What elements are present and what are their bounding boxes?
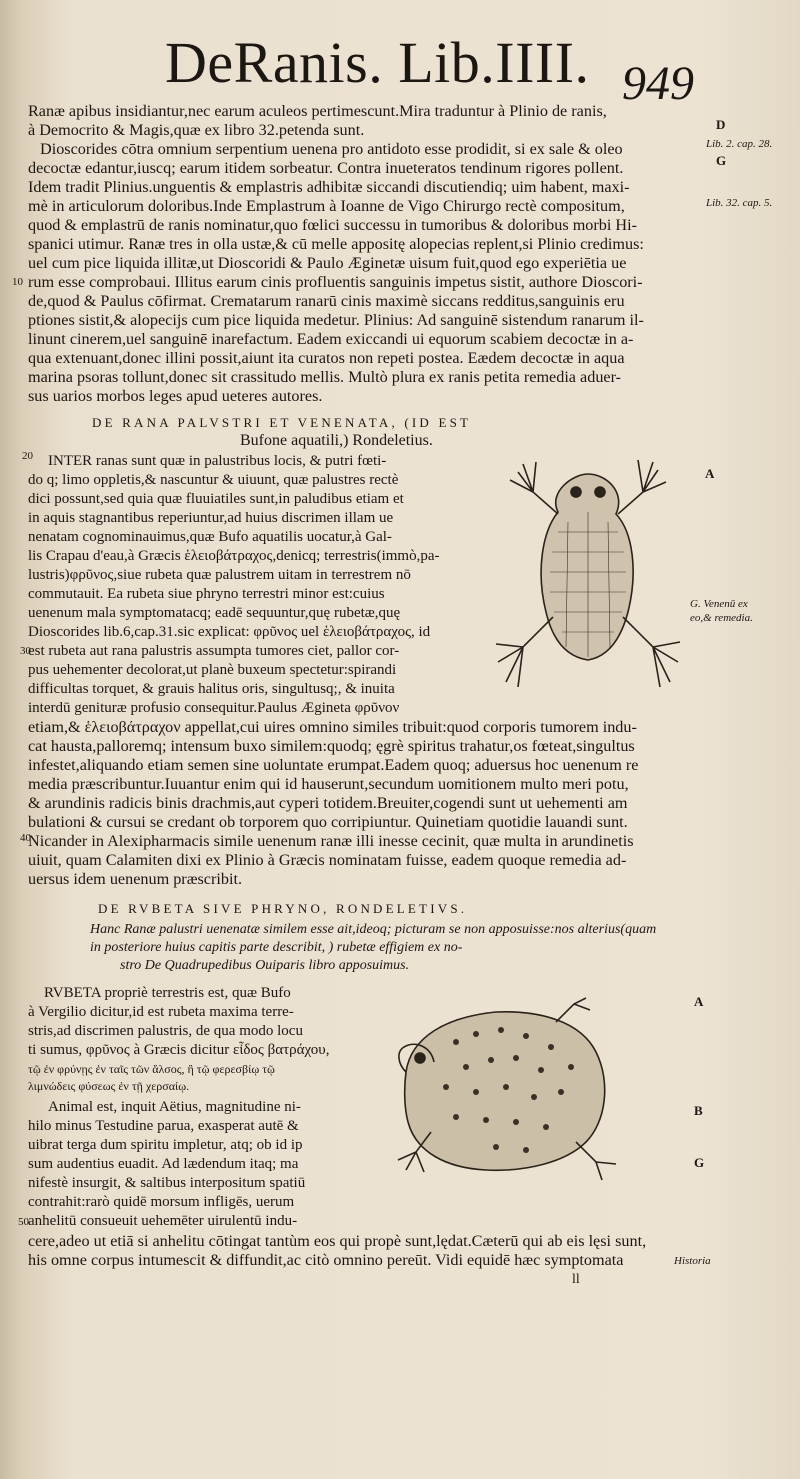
margin-letter: B	[694, 1103, 703, 1118]
text-line: Dioscorides cōtra omnium serpentium uenena pro antidoto esse prodidit, si ex sale & oleo	[40, 140, 623, 158]
text-line: pus uehementer decolorat,ut planè buxeum spectetur:spirandi	[28, 662, 397, 678]
margin-reference: Lib. 2. cap. 28.	[706, 138, 773, 150]
page-number: 949	[622, 57, 694, 110]
text-line: interdū genituræ profusio consequitur.Paulus Ægineta φρῦνον	[28, 700, 400, 716]
text-line: in aquis stagnantibus reperiuntur,ad huius discrimen illam ue	[28, 510, 394, 526]
text-line: lis Crapau d'eau,à Græcis ἑλειοβάτραχος,denicq; terrestris(immò,pa-	[28, 548, 440, 564]
text-line: quod & emplastrū de ranis nominatur,quo fœlici successu in tumoribus & doloribus morbi Hi-	[28, 216, 637, 234]
text-line: commutauit. Ea rubeta siue phryno terrestri minor est:cuius	[28, 586, 385, 602]
text-line: uiuit, quam Calamiten dixi ex Plinio à Græcis nominatam fuisse, eadem quoque remedia ad-	[28, 851, 627, 869]
text-line: sus uarios morbos leges apud ueteres autores.	[28, 387, 323, 405]
text-line: à Democrito & Magis,quæ ex libro 32.petenda sunt.	[28, 121, 365, 139]
text-line: de,quod & Paulus cōfirmat. Crematarum ranarū cinis maximè siccans redditus,sanguinis eru	[28, 292, 625, 310]
text-line: uel cum pice liquida illitæ,ut Dioscoridi & Paulo Æginetæ uisum fuit,quod ego experiētia ue	[28, 254, 627, 272]
toad-illustration	[376, 992, 626, 1192]
text-line: qua extenuant,donec illini possit,aiunt ita curatos non repeti postea. Eædem decoctæ in aqua	[28, 349, 625, 367]
text-line: INTER ranas sunt quæ in palustribus locis, & putri fœti-	[48, 453, 387, 469]
text-line: Animal est, inquit Aëtius, magnitudine ni-	[48, 1099, 301, 1115]
text-line: anhelitū consueuit uehemēter uirulentū indu-	[28, 1213, 298, 1229]
text-line: λιμνώδεις φύσεως ἐν τῇ χερσαίῳ.	[28, 1079, 190, 1093]
text-line: est rubeta aut rana palustris assumpta tumores ciet, pallor cor-	[28, 643, 400, 659]
text-line: difficultas torquet, & grauis halitus oris, singultusq;, & inuita	[28, 681, 395, 697]
italic-note-line: in posteriore huius capitis parte describit, ) rubetæ effigiem ex no-	[90, 940, 463, 955]
text-line: à Vergilio dicitur,id est rubeta maxima terre-	[28, 1004, 294, 1020]
text-line: τῷ ἐν φρύνῃς ἐν ταῖς τῶν ἄλσος, ἢ τῷ φερεσβίῳ τῷ	[28, 1062, 275, 1076]
text-line: Idem tradit Plinius.unguentis & emplastris adhibitæ siccandi discutiendiq; uim habent, maxi-	[28, 178, 630, 196]
text-line: marina psoras tollunt,donec sit crassitudo mellis. Multò plura ex ranis petita remedia aduer-	[28, 368, 622, 386]
line-number: 20	[22, 450, 33, 462]
text-line: Nicander in Alexipharmacis simile uenenum ranæ illi inesse cecinit, quæ multa in arundinetis	[28, 832, 634, 850]
line-number: 40	[20, 832, 31, 844]
text-line: his omne corpus intumescit & diffundit,ac citò omnino pereūt. Vidi equidē hæc symptomata	[28, 1251, 624, 1269]
italic-note-line: Hanc Ranæ palustri uenenatæ similem esse ait,ideoq; picturam se non apposuisse:nos alterius(quam	[90, 922, 657, 937]
margin-reference: Lib. 32. cap. 5.	[706, 197, 773, 209]
margin-letter: G	[716, 153, 727, 168]
text-line: media præscribuntur.Iuuantur enim qui id hauserunt,secundum uomitionem multo meri potu,	[28, 775, 629, 793]
text-line: cere,adeo ut etiā si anhelitu cōtingat tantùm eos qui propè sunt,lędat.Cæterū qui ab eis lęsi sunt,	[28, 1232, 647, 1250]
margin-letter: A	[694, 994, 704, 1009]
text-line: uibrat terga dum spiritu impletur, atq; ob id ip	[28, 1137, 303, 1153]
text-line: Ranæ apibus insidiantur,nec earum aculeos pertimescunt.Mira traduntur à Plinio de ranis,	[28, 102, 607, 120]
text-line: ti sumus, φρῦνος à Græcis dicitur εἶδος βατράχου,	[28, 1042, 330, 1058]
italic-note-line: stro De Quadrupedibus Ouiparis libro apposuimus.	[120, 958, 410, 973]
text-line: bulationi & cursui se credant ob torporem quo corripiuntur. Quinetiam quotidie lauandi sunt.	[28, 813, 628, 831]
text-line: decoctæ edantur,iuscq; earum itidem sorbeatur. Contra inueteratos tendinum rigores pollent.	[28, 159, 624, 177]
text-line: uenenum mala symptomatacq; eadē sequuntur,quę rubetæ,quę	[28, 605, 401, 621]
frog-illustration	[488, 452, 688, 702]
section-heading: DE RVBETA SIVE PHRYNO, RONDELETIVS.	[98, 901, 468, 916]
text-line: hilo minus Testudine parua, exasperat autē &	[28, 1118, 299, 1134]
text-line: & arundinis radicis binis drachmis,aut cyperi totidem.Breuiter,cogendi sunt ut uehementi am	[28, 794, 628, 812]
signature-mark: ll	[572, 1272, 580, 1287]
line-number: 10	[12, 276, 23, 288]
margin-letter: A	[705, 466, 715, 481]
line-number: 50	[18, 1216, 29, 1228]
text-line: dici possunt,sed quia quæ fluuiatiles sunt,in paludibus etiam et	[28, 491, 404, 507]
margin-letter: G	[694, 1155, 705, 1170]
section-heading: DE RANA PALVSTRI ET VENENATA, (ID EST	[92, 415, 472, 430]
text-line: lustris)φρῦνος,siue rubeta quæ palustrem uitam in terrestrem nō	[28, 567, 411, 583]
text-line: mè in articulorum doloribus.Inde Emplastrum à Ioanne de Vigo Chirurgo rectè compositum,	[28, 197, 625, 215]
text-line: nenatam cognominauimus,quæ Bufo aquatilis uocatur,à Gal-	[28, 529, 392, 545]
margin-letter: D	[716, 117, 726, 132]
text-line: contrahit:rarò quidē morsum infligēs, uerum	[28, 1194, 295, 1210]
text-line: etiam,& ἑλειοβάτραχον appellat,cui uires omnino similes tribuit:quod corporis tumorem indu-	[28, 718, 637, 736]
text-line: linunt cinerem,uel sanguinē inarefactum. Eadem exiccandi ui equorum scabiem decoctæ in a-	[28, 330, 634, 348]
text-line: rum esse comprobaui. Illitus earum cinis profluentis sanguinis impetus sistit, authore Dioscori-	[28, 273, 643, 291]
page-title: DeRanis. Lib.IIII.	[165, 30, 590, 95]
text-line: infestet,aliquando etiam semen sine uoluntate erumpat.Eadem quoq; aduersus hoc uenenum re	[28, 756, 639, 774]
text-line: Dioscorides lib.6,cap.31.sic explicat: φρῦνος uel ἑλειοβάτραχος, id	[28, 624, 431, 640]
text-line: cat hausta,palloremq; intensum buxo similem:quodq; ęgrè spiritus trahatur,os fœteat,singultus	[28, 737, 635, 755]
text-line: do q; limo oppletis,& nascuntur & uiuunt, quæ palustres rectè	[28, 472, 399, 488]
margin-note: eo,& remedia.	[690, 612, 753, 624]
margin-note: G. Venenū ex	[690, 598, 748, 610]
text-line: stris,ad discrimen palustris, de qua modo locu	[28, 1023, 303, 1039]
text-line: RVBETA propriè terrestris est, quæ Bufo	[44, 985, 291, 1001]
text-line: spanici utimur. Ranæ tres in olla ustæ,& cū melle appositę alopecias replent,si Plinio credimus:	[28, 235, 644, 253]
section-subheading: Bufone aquatili,) Rondeletius.	[240, 432, 433, 449]
text-line: nifestè insurgit, & saltibus interpositum spatiū	[28, 1175, 306, 1191]
line-number: 30	[20, 645, 31, 657]
margin-note-historia: Historia	[674, 1255, 711, 1267]
text-line: uersus idem uenenum præscribit.	[28, 870, 242, 888]
text-line: sum audentius euadit. Ad lædendum itaq; ma	[28, 1156, 299, 1172]
text-line: ptiones sistit,& alopecijs cum pice liquida medetur. Plinius: Ad sanguinē sistendum ranarum il-	[28, 311, 644, 329]
